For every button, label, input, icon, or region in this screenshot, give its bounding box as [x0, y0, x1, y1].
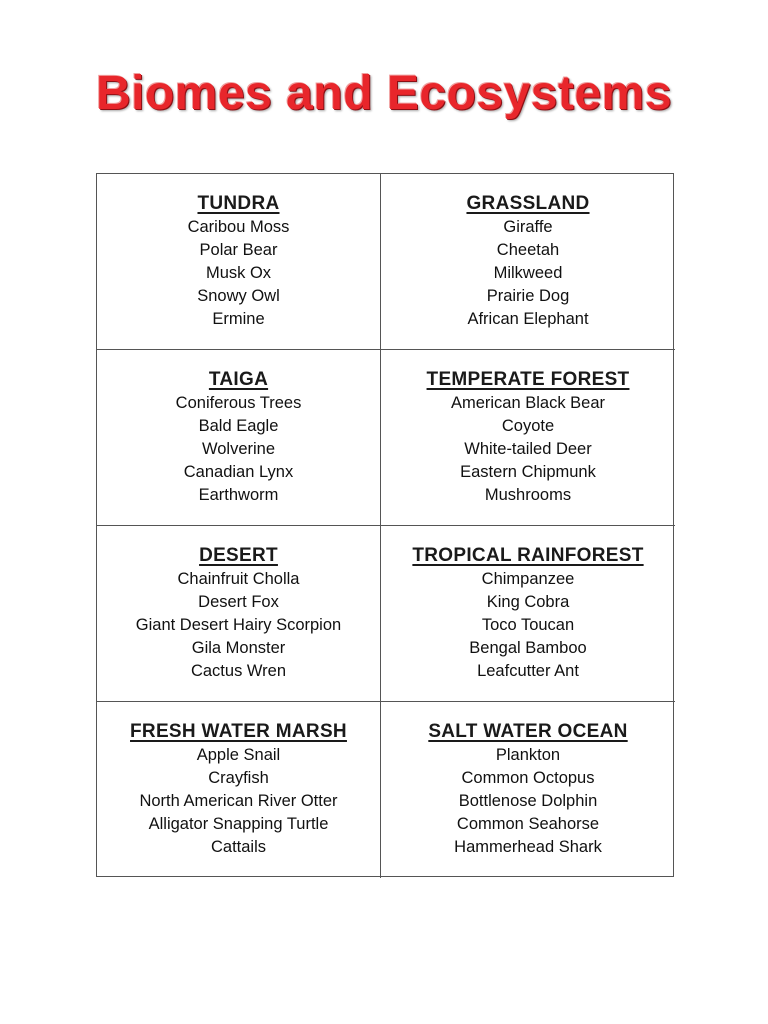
species-item: Mushrooms: [484, 486, 572, 504]
species-item: Common Seahorse: [456, 815, 600, 833]
biome-heading: TUNDRA: [197, 193, 280, 214]
species-item: White-tailed Deer: [464, 440, 592, 458]
species-item: Cactus Wren: [190, 662, 287, 680]
species-item: Coyote: [501, 417, 555, 435]
biome-cell-salt-water-ocean: [381, 702, 675, 878]
biome-heading: TEMPERATE FOREST: [426, 369, 630, 390]
species-item: Giant Desert Hairy Scorpion: [135, 616, 342, 634]
species-item: Ermine: [212, 310, 265, 328]
species-item: King Cobra: [486, 593, 570, 611]
biome-heading: DESERT: [199, 545, 278, 566]
species-item: Giraffe: [503, 218, 553, 236]
species-item: Prairie Dog: [486, 287, 570, 305]
biome-cell-temperate-forest: [381, 350, 675, 526]
species-list: [381, 392, 675, 507]
species-item: American Black Bear: [450, 394, 606, 412]
biome-heading: TAIGA: [208, 369, 269, 390]
species-item: Eastern Chipmunk: [460, 463, 596, 481]
biome-cell-taiga: [97, 350, 381, 526]
species-item: Toco Toucan: [481, 616, 575, 634]
species-list: [97, 568, 380, 683]
species-item: Chimpanzee: [481, 570, 575, 588]
species-list: [97, 392, 380, 507]
species-item: Milkweed: [493, 264, 563, 282]
species-item: Wolverine: [201, 440, 276, 458]
species-item: Common Octopus: [461, 769, 595, 787]
species-item: Coniferous Trees: [175, 394, 302, 412]
species-item: Caribou Moss: [187, 218, 290, 236]
species-item: Crayfish: [208, 769, 269, 787]
species-list: [97, 744, 380, 859]
species-item: Hammerhead Shark: [454, 838, 602, 856]
species-item: North American River Otter: [139, 792, 338, 810]
species-item: Earthworm: [198, 486, 279, 504]
species-list: [97, 216, 380, 331]
species-item: Polar Bear: [199, 241, 278, 259]
species-item: Cattails: [210, 838, 267, 856]
species-item: Bengal Bamboo: [469, 639, 587, 657]
species-item: Bottlenose Dolphin: [458, 792, 598, 810]
page-title: Biomes and Ecosystems: [95, 67, 673, 120]
species-item: Snowy Owl: [197, 287, 280, 305]
species-list: [381, 744, 675, 859]
biome-cell-grassland: [381, 174, 675, 350]
species-item: Desert Fox: [198, 593, 279, 611]
biome-heading: SALT WATER OCEAN: [428, 721, 628, 742]
species-item: Musk Ox: [205, 264, 272, 282]
species-item: Gila Monster: [191, 639, 286, 657]
biome-heading: GRASSLAND: [466, 193, 590, 214]
biome-heading: TROPICAL RAINFOREST: [412, 545, 644, 566]
species-list: [381, 568, 675, 683]
species-item: Chainfruit Cholla: [177, 570, 300, 588]
biome-cell-desert: [97, 526, 381, 702]
species-item: Plankton: [495, 746, 561, 764]
species-item: Alligator Snapping Turtle: [148, 815, 329, 833]
biome-cell-tropical-rainforest: [381, 526, 675, 702]
species-item: Bald Eagle: [198, 417, 279, 435]
biome-heading: FRESH WATER MARSH: [130, 721, 347, 742]
species-item: Canadian Lynx: [183, 463, 294, 481]
species-item: Leafcutter Ant: [477, 662, 579, 680]
species-list: [381, 216, 675, 331]
biome-table: [96, 173, 674, 877]
species-item: Cheetah: [496, 241, 560, 259]
species-item: African Elephant: [467, 310, 589, 328]
biome-cell-tundra: [97, 174, 381, 350]
biome-cell-fresh-water-marsh: [97, 702, 381, 878]
species-item: Apple Snail: [196, 746, 281, 764]
